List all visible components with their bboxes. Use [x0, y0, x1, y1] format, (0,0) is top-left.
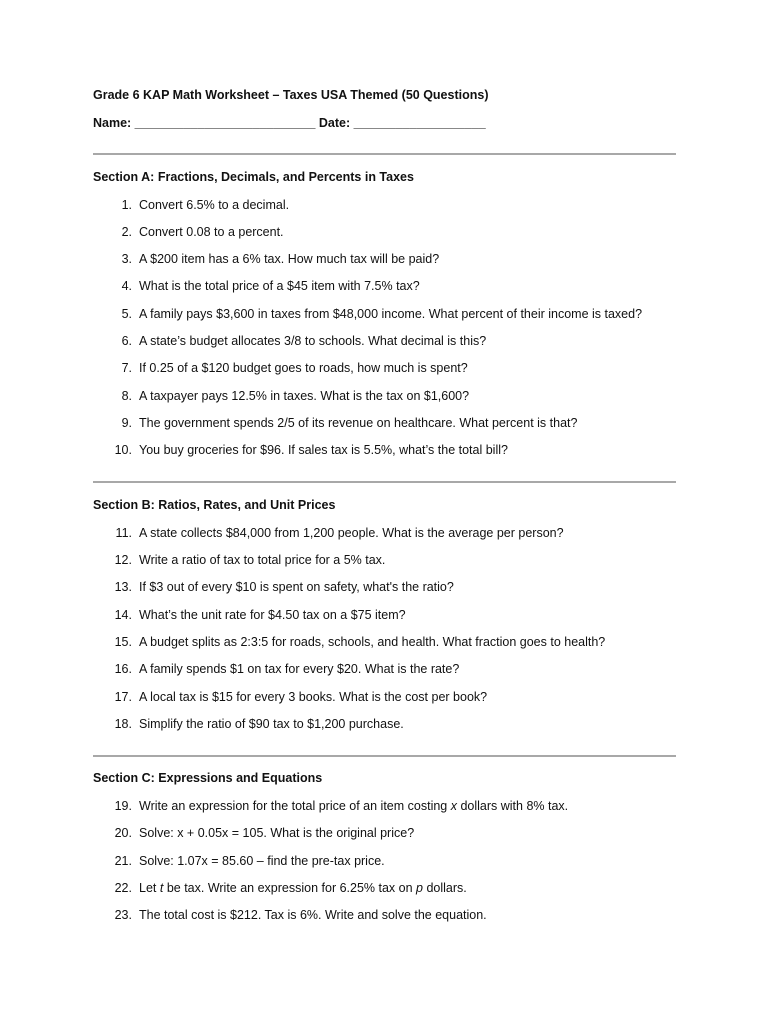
question-text: A taxpayer pays 12.5% in taxes. What is the tax on $1,600?: [139, 389, 470, 403]
question-text: The government spends 2/5 of its revenue on healthcare. What percent is that?: [139, 416, 578, 430]
question-text: A family pays $3,600 in taxes from $48,000 income. What percent of their income is taxed?: [139, 307, 643, 321]
question-number: 14.: [114, 608, 132, 622]
question-text: The total cost is $212. Tax is 6%. Write and solve the equation.: [139, 908, 487, 922]
question-number: 13.: [114, 580, 132, 594]
question-number: 15.: [114, 635, 132, 649]
question-number: 12.: [114, 553, 132, 567]
question-number: 10.: [114, 443, 132, 457]
section-b-title: Section B: Ratios, Rates, and Unit Prices: [93, 498, 336, 512]
question-text: Let t be tax. Write an expression for 6.25% tax on p dollars.: [139, 881, 467, 895]
question-number: 4.: [121, 279, 132, 293]
variable-x: x: [450, 799, 457, 813]
name-date-line: Name: __________________________ Date: ___________________: [93, 116, 486, 130]
variable-p: p: [416, 881, 423, 895]
question-text: What is the total price of a $45 item with 7.5% tax?: [139, 279, 420, 293]
question-text: If $3 out of every $10 is spent on safety, what's the ratio?: [139, 580, 454, 594]
question-number: 17.: [114, 690, 132, 704]
section-a-title: Section A: Fractions, Decimals, and Percents in Taxes: [93, 170, 414, 184]
question-text: Convert 0.08 to a percent.: [139, 225, 284, 239]
question-number: 3.: [121, 252, 132, 266]
question-text: Write an expression for the total price of an item costing x dollars with 8% tax.: [139, 799, 569, 813]
question-text: A budget splits as 2:3:5 for roads, schools, and health. What fraction goes to health?: [139, 635, 606, 649]
divider: [93, 755, 676, 757]
divider: [93, 153, 676, 155]
question-text: A $200 item has a 6% tax. How much tax will be paid?: [139, 252, 440, 266]
question-number: 20.: [114, 826, 132, 840]
question-number: 21.: [114, 854, 132, 868]
question-number: 23.: [114, 908, 132, 922]
question-text: If 0.25 of a $120 budget goes to roads, how much is spent?: [139, 361, 468, 375]
worksheet-title: Grade 6 KAP Math Worksheet – Taxes USA Themed (50 Questions): [93, 88, 489, 102]
question-number: 18.: [114, 717, 132, 731]
question-number: 6.: [121, 334, 132, 348]
question-text: Solve: x + 0.05x = 105. What is the original price?: [139, 826, 415, 840]
question-text: Write a ratio of tax to total price for a 5% tax.: [139, 553, 386, 567]
question-number: 22.: [114, 881, 132, 895]
question-text: Convert 6.5% to a decimal.: [139, 198, 290, 212]
question-text: A state’s budget allocates 3/8 to schools. What decimal is this?: [139, 334, 487, 348]
question-number: 16.: [114, 662, 132, 676]
divider: [93, 481, 676, 483]
section-c-title: Section C: Expressions and Equations: [93, 771, 323, 785]
question-text: A local tax is $15 for every 3 books. What is the cost per book?: [139, 690, 488, 704]
variable-t: t: [159, 881, 164, 895]
question-text: Simplify the ratio of $90 tax to $1,200 purchase.: [139, 717, 404, 731]
question-text: Solve: 1.07x = 85.60 – find the pre-tax price.: [139, 854, 385, 868]
question-text: A family spends $1 on tax for every $20. What is the rate?: [139, 662, 460, 676]
question-number: 11.: [115, 526, 132, 540]
question-number: 19.: [114, 799, 132, 813]
question-number: 8.: [121, 389, 132, 403]
question-text: You buy groceries for $96. If sales tax is 5.5%, what’s the total bill?: [139, 443, 508, 457]
question-number: 5.: [121, 307, 132, 321]
question-number: 2.: [121, 225, 132, 239]
question-number: 1.: [121, 198, 132, 212]
question-text: What’s the unit rate for $4.50 tax on a $75 item?: [139, 608, 406, 622]
question-text: A state collects $84,000 from 1,200 people. What is the average per person?: [139, 526, 564, 540]
question-number: 9.: [121, 416, 132, 430]
question-number: 7.: [121, 361, 132, 375]
